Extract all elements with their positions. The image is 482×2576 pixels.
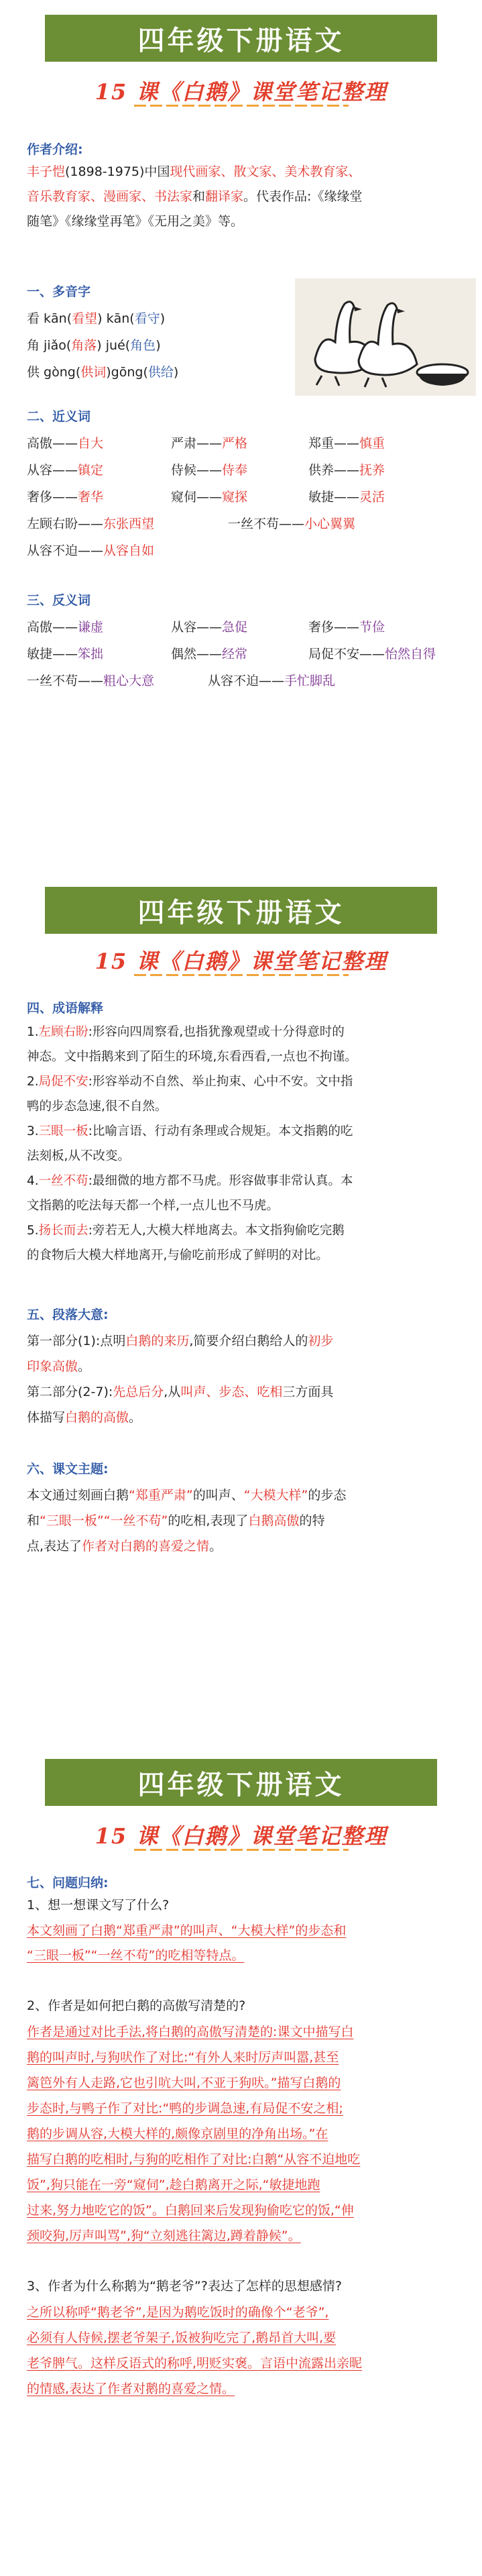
section-questions: 七、问题归纳: — [27, 1876, 109, 1890]
answer-line: “三眼一板”“一丝不苟”的吃相等特点。 — [27, 1948, 245, 1963]
table-row: 从容——镇定 侍候——侍奉 供养——抚养 — [27, 463, 385, 478]
subtitle-underline — [134, 1849, 349, 1851]
answer-line: 鹅的步调从容,大模大样的,颇像京剧里的净角出场。”在 — [27, 2127, 328, 2141]
answer-line: 鹅的叫声时,与狗吠作了对比:“有外人来时厉声叫嚣,甚至 — [27, 2050, 339, 2065]
list-item: 2.局促不安:形容举动不自然、举止拘束、心中不安。文中指 — [27, 1075, 353, 1089]
list-item: 文指鹅的吃法每天都一个样,一点儿也不马虎。 — [27, 1199, 279, 1213]
page-subtitle: 15 课《白鹅》课堂笔记整理 — [95, 1823, 387, 1849]
answer-line: 篱笆外有人走路,它也引吭大叫,不亚于狗吠。”描写白鹅的 — [27, 2076, 341, 2090]
answer-1 — [27, 1919, 456, 1968]
table-row: 奢侈——奢华 窥伺——窥探 敏捷——灵活 — [27, 490, 385, 504]
list-item: 角 jiǎo(角落) jué(角色) — [27, 338, 161, 353]
notes-page-3 — [0, 1744, 482, 2576]
subtitle-underline — [134, 974, 349, 976]
list-item: 看 kān(看望) kān(看守) — [27, 311, 166, 326]
answer-line: 之所以称呼“鹅老爷”,是因为鹅吃饭时的确像个“老爷”, — [27, 2305, 329, 2320]
list-item: 鸭的步态急速,很不自然。 — [27, 1099, 168, 1114]
answer-line: 作者是通过对比手法,将白鹅的高傲写清楚的:课文中描写白 — [27, 2025, 354, 2039]
list-item: 法刻板,从不改变。 — [27, 1149, 130, 1163]
list-item: 3.三眼一板:比喻言语、行动有条理或合规矩。本文指鹅的吃 — [27, 1124, 353, 1138]
section-polyphones: 一、多音字 — [27, 284, 91, 299]
answer-line: 的情感,表达了作者对鹅的喜爱之情。 — [27, 2381, 235, 2396]
answer-line: 必须有人侍候,摆老爷架子,饭被狗吃完了,鹅昂首大叫,要 — [27, 2330, 337, 2345]
answer-line: 本文刻画了白鹅“郑重严肃”的叫声、“大模大样”的步态和 — [27, 1923, 347, 1938]
list-item: 4.一丝不苟:最细微的地方都不马虎。形容做事非常认真。本 — [27, 1174, 353, 1188]
answer-line: 饭”,狗只能在一旁“窥伺”,趁白鹅离开之际,“敏捷地跑 — [27, 2178, 320, 2192]
notes-page-2 — [0, 872, 482, 1697]
list-item: 神态。文中指鹅来到了陌生的环境,东看西看,一点也不拘谨。 — [27, 1050, 357, 1064]
section-paragraph-summary: 五、段落大意: — [27, 1307, 109, 1322]
table-row: 从容不迫——从容自如 — [27, 543, 155, 558]
list-item: 1.左顾右盼:形容向四周察看,也指犹豫观望或十分得意时的 — [27, 1025, 345, 1039]
author-paragraph: 丰子恺(1898-1975)中国现代画家、散文家、美术教育家、 音乐教育家、漫画家、书法家和翻译家。代表作品:《缘缘堂 随笔》《缘缘堂再笔》《无用之美》等。 — [27, 164, 363, 229]
question-2: 2、作者是如何把白鹅的高傲写清楚的? — [27, 1998, 246, 2013]
theme-paragraph: 本文通过刻画白鹅“郑重严肃”的叫声、“大模大样”的步态 和“三眼一板”“一丝不苟”的吃相,表现了白鹅高傲的特 点,表达了作者对白鹅的喜爱之情。 — [27, 1488, 347, 1554]
answer-2 — [27, 2019, 456, 2249]
table-row: 高傲——自大 严肃——严格 郑重——慎重 — [27, 436, 385, 451]
author-name: 丰子恺 — [27, 164, 66, 179]
geese-illustration — [295, 278, 476, 396]
answer-line: 老爷脾气。这样反语式的称呼,明贬实褒。言语中流露出亲昵 — [27, 2356, 363, 2371]
answer-line: 步态时,与鸭子作了对比:“鸭的步调急速,有局促不安之相; — [27, 2101, 343, 2116]
author-heading: 作者介绍: — [27, 142, 83, 157]
page-subtitle: 15 课《白鹅》课堂笔记整理 — [95, 949, 387, 974]
table-row: 高傲——谦虚 从容——急促 奢侈——节俭 — [27, 620, 385, 635]
section-synonyms: 二、近义词 — [27, 409, 91, 424]
page-title: 四年级下册语文 — [45, 887, 437, 934]
list-item: 5.扬长而去:旁若无人,大模大样地离去。本文指狗偷吃完鹅 — [27, 1224, 345, 1238]
idiom-list — [27, 1020, 456, 1268]
answer-line: 描写白鹅的吃相时,与狗的吃相作了对比:白鹅“从容不迫地吃 — [27, 2152, 361, 2167]
notes-page-1 — [0, 0, 482, 825]
question-1: 1、想一想课文写了什么? — [27, 1898, 170, 1913]
page-title: 四年级下册语文 — [45, 15, 437, 62]
list-item: 的食物后大模大样地离开,与偷吃前形成了鲜明的对比。 — [27, 1248, 328, 1263]
table-row: 一丝不苟——粗心大意 从容不迫——手忙脚乱 — [27, 674, 336, 688]
table-row: 左顾右盼——东张西望 一丝不苟——小心翼翼 — [27, 517, 356, 531]
question-3: 3、作者为什么称鹅为“鹅老爷”?表达了怎样的思想感情? — [27, 2279, 342, 2294]
section-antonyms: 三、反义词 — [27, 593, 91, 608]
page-subtitle: 15 课《白鹅》课堂笔记整理 — [95, 79, 387, 105]
section-idioms: 四、成语解释 — [27, 1001, 104, 1016]
page-title: 四年级下册语文 — [45, 1759, 437, 1806]
section-theme: 六、课文主题: — [27, 1462, 109, 1477]
paragraph-summary: 第一部分(1):点明白鹅的来历,简要介绍白鹅给人的初步 印象高傲。 第二部分(2-7):先总后分,从叫声、步态、吃相三方面具 体描写白鹅的高傲。 — [27, 1334, 334, 1425]
list-item: 供 gòng(供词)gōng(供给) — [27, 365, 179, 380]
subtitle-underline — [134, 105, 349, 107]
table-row: 敏捷——笨拙 偶然——经常 局促不安——怡然自得 — [27, 647, 436, 661]
answer-line: 过来,努力地吃它的饭”。白鹅回来后发现狗偷吃它的饭,“伸 — [27, 2203, 354, 2218]
answer-3 — [27, 2300, 456, 2402]
answer-line: 颈咬狗,厉声叫骂”,狗“立刻逃往篱边,蹲着静候”。 — [27, 2229, 301, 2243]
